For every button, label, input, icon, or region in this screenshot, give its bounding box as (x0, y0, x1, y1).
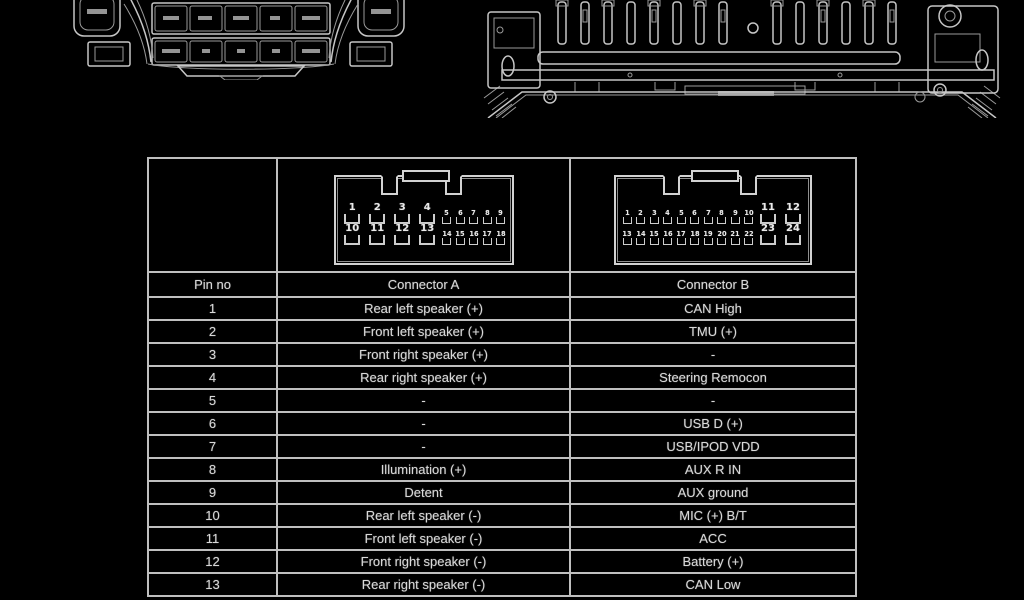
pin-3 (648, 203, 662, 224)
connector-b-cell: USB/IPOD VDD (570, 435, 856, 458)
pin-number: 20 (717, 230, 727, 238)
pin-socket (496, 238, 505, 245)
pin-14 (440, 224, 454, 245)
pinout-row-12 (148, 550, 856, 573)
pin-number: 3 (651, 209, 657, 217)
pin-socket (731, 217, 740, 224)
pin-21 (729, 224, 743, 245)
pinout-row-8 (148, 458, 856, 481)
connector-b-cell: - (570, 343, 856, 366)
latch-tab (402, 170, 450, 182)
pin-number: 2 (638, 209, 644, 217)
pin-number-cell: 6 (148, 412, 277, 435)
pin-number: 21 (730, 230, 740, 238)
pin-14 (634, 224, 648, 245)
pin-20 (715, 224, 729, 245)
pin-number-cell: 1 (148, 297, 277, 320)
pin-number: 18 (690, 230, 700, 238)
pin-socket (663, 238, 672, 245)
pin-18 (688, 224, 702, 245)
pinout-table (147, 157, 857, 597)
pin-number: 1 (348, 202, 356, 213)
pin-number: 11 (370, 223, 385, 234)
front-row1-buttons (155, 6, 327, 31)
pin-number: 5 (444, 209, 449, 217)
pin-10 (742, 203, 756, 224)
connector-a-cell: Rear left speaker (+) (277, 297, 570, 320)
connector-b-diagram (614, 175, 812, 265)
connector-a-cell: Rear right speaker (+) (277, 366, 570, 389)
pinout-row-13 (148, 573, 856, 596)
connector-b-cell: Battery (+) (570, 550, 856, 573)
pin-number: 1 (624, 209, 630, 217)
pin-16 (467, 224, 481, 245)
connector-b-cell: USB D (+) (570, 412, 856, 435)
pin-socket (731, 238, 740, 245)
connector-a-cell: Front left speaker (+) (277, 320, 570, 343)
pin-9 (494, 203, 508, 224)
pin-10 (340, 224, 365, 245)
connector-b-cell: CAN High (570, 297, 856, 320)
connector-a-pins (340, 203, 508, 245)
connector-b-cell: AUX R IN (570, 458, 856, 481)
pin-number: 16 (468, 230, 479, 238)
pin-1 (340, 203, 365, 224)
pin-number: 19 (703, 230, 713, 238)
pin-11 (756, 203, 781, 224)
connector-b-diagram-cell (570, 158, 856, 272)
pin-number: 15 (455, 230, 465, 238)
pin-number: 17 (676, 230, 686, 238)
pin-18 (494, 224, 508, 245)
rear-center-hole (748, 23, 758, 33)
pin-number: 13 (420, 223, 435, 234)
connector-b-cell: - (570, 389, 856, 412)
pin-socket (469, 217, 478, 224)
front-left-small-button (88, 42, 130, 66)
pin-number: 6 (457, 209, 463, 217)
pin-number: 17 (482, 230, 492, 238)
connector-a-cell: - (277, 435, 570, 458)
pin-number: 8 (484, 209, 490, 217)
pinout-row-7 (148, 435, 856, 458)
pin-socket (744, 238, 753, 245)
pinout-row-3 (148, 343, 856, 366)
pin-number: 10 (345, 223, 360, 234)
pin-socket (704, 238, 713, 245)
connector-a-header: Connector A (277, 272, 570, 297)
pin-15 (648, 224, 662, 245)
connector-a-cell: Detent (277, 481, 570, 504)
pin-number: 2 (373, 202, 381, 213)
pin-17 (675, 224, 689, 245)
pin-socket (636, 238, 645, 245)
pin-6 (688, 203, 702, 224)
vent-slots (556, 0, 896, 44)
pin-number: 10 (744, 209, 754, 217)
pin-socket (636, 217, 645, 224)
pin-8 (480, 203, 494, 224)
pin-12 (781, 203, 806, 224)
pin-5 (440, 203, 454, 224)
pin-number: 22 (744, 230, 754, 238)
pin-socket (717, 238, 726, 245)
pin-number: 8 (719, 209, 725, 217)
latch-tab (691, 170, 739, 182)
pin-socket (456, 217, 465, 224)
pin-socket (690, 238, 699, 245)
pin-number: 24 (786, 223, 800, 234)
pin-number-cell: 8 (148, 458, 277, 481)
pinout-row-11 (148, 527, 856, 550)
pin-13 (415, 224, 440, 245)
pin-7 (467, 203, 481, 224)
pin-23 (756, 224, 781, 245)
pin-socket (442, 217, 451, 224)
keyway-notch (663, 175, 680, 195)
pin-socket (760, 235, 776, 245)
pin-number-cell: 2 (148, 320, 277, 343)
connector-b-cell: AUX ground (570, 481, 856, 504)
keyway-notch (381, 175, 398, 195)
pinout-row-6 (148, 412, 856, 435)
pin-17 (480, 224, 494, 245)
pin-socket (623, 217, 632, 224)
front-right-knob (358, 0, 404, 36)
connector-a-cell: - (277, 389, 570, 412)
pin-7 (702, 203, 716, 224)
pin-number: 14 (636, 230, 646, 238)
pin-socket (623, 238, 632, 245)
pin-socket (456, 238, 465, 245)
pin-number: 4 (665, 209, 671, 217)
connector-a-cell: Rear right speaker (-) (277, 573, 570, 596)
pin-socket (704, 217, 713, 224)
connector-a-cell: Front right speaker (+) (277, 343, 570, 366)
connector-b-header: Connector B (570, 272, 856, 297)
pin-number: 7 (471, 209, 476, 217)
pinout-row-2 (148, 320, 856, 343)
front-bottom-lip (178, 66, 304, 76)
pin-number-cell: 7 (148, 435, 277, 458)
pin-socket (394, 235, 410, 245)
pinout-body (148, 297, 856, 596)
radio-rear-view-drawing (480, 0, 1005, 118)
connector-b-cell: TMU (+) (570, 320, 856, 343)
pin-number: 14 (441, 230, 452, 238)
pin-socket (663, 217, 672, 224)
pin-socket (744, 217, 753, 224)
connector-b-cell: MIC (+) B/T (570, 504, 856, 527)
keyway-notch (740, 175, 757, 195)
pin-15 (453, 224, 467, 245)
pin-number: 13 (622, 230, 632, 238)
pin-number: 12 (395, 223, 410, 234)
connector-diagram-row (148, 158, 856, 272)
header-row (148, 272, 856, 297)
pin-number-cell: 13 (148, 573, 277, 596)
pin-socket (677, 217, 686, 224)
pinout-row-5 (148, 389, 856, 412)
pinout-row-1 (148, 297, 856, 320)
pin-number-cell: 12 (148, 550, 277, 573)
pinout-row-9 (148, 481, 856, 504)
pin-number-cell: 5 (148, 389, 277, 412)
connector-a-diagram (334, 175, 514, 265)
pinout-row-10 (148, 504, 856, 527)
pin-number: 11 (761, 202, 775, 213)
pin-9 (729, 203, 743, 224)
pin-number-cell: 11 (148, 527, 277, 550)
pin-socket (369, 235, 385, 245)
pin-number-cell: 10 (148, 504, 277, 527)
front-row2-buttons (155, 41, 327, 62)
connector-b-cell: ACC (570, 527, 856, 550)
pin-socket (419, 235, 435, 245)
connector-a-cell: Illumination (+) (277, 458, 570, 481)
pin-socket (344, 235, 360, 245)
radio-front-panel-drawing (60, 0, 420, 80)
pin-number: 16 (663, 230, 673, 238)
pin-socket (650, 238, 659, 245)
connector-a-diagram-cell (277, 158, 570, 272)
pin-socket (442, 238, 451, 245)
connector-a-cell: Front right speaker (-) (277, 550, 570, 573)
pin-number: 12 (786, 202, 800, 213)
pin-24 (781, 224, 806, 245)
pin-number: 15 (649, 230, 659, 238)
pinout-row-4 (148, 366, 856, 389)
corner-hatching (484, 86, 1000, 118)
front-left-knob (74, 0, 120, 36)
pin-number: 23 (761, 223, 775, 234)
rear-lower-rail (502, 70, 994, 80)
pin-socket (496, 217, 505, 224)
pin-13 (621, 224, 635, 245)
connector-b-cell: CAN Low (570, 573, 856, 596)
rear-connector-frame (538, 52, 900, 64)
pin-11 (365, 224, 390, 245)
pin-socket (717, 217, 726, 224)
pin-1 (621, 203, 635, 224)
pin-19 (702, 224, 716, 245)
pin-2 (634, 203, 648, 224)
pin-3 (390, 203, 415, 224)
pin-16 (661, 224, 675, 245)
pin-number: 7 (705, 209, 711, 217)
pin-socket (483, 217, 492, 224)
connector-b-pins (620, 203, 806, 245)
pin-number-cell: 3 (148, 343, 277, 366)
pin-number-cell: 9 (148, 481, 277, 504)
pin-4 (661, 203, 675, 224)
pin-socket (690, 217, 699, 224)
connector-a-cell: Front left speaker (-) (277, 527, 570, 550)
pin-2 (365, 203, 390, 224)
pin-socket (469, 238, 478, 245)
pin-number: 4 (423, 202, 431, 213)
pin-number: 5 (678, 209, 684, 217)
connector-a-cell: - (277, 412, 570, 435)
pin-number: 6 (692, 209, 698, 217)
pin-number: 18 (495, 230, 506, 238)
front-right-small-button (350, 42, 392, 66)
pin-8 (715, 203, 729, 224)
pin-6 (453, 203, 467, 224)
left-bracket (488, 12, 556, 103)
pin-socket (650, 217, 659, 224)
pin-22 (742, 224, 756, 245)
pin-socket (785, 235, 801, 245)
pin-socket (677, 238, 686, 245)
pin-no-header: Pin no (148, 272, 277, 297)
pin-12 (390, 224, 415, 245)
pin-5 (675, 203, 689, 224)
pin-number-cell: 4 (148, 366, 277, 389)
pin-number: 3 (398, 202, 406, 213)
pin-socket (483, 238, 492, 245)
connector-b-cell: Steering Remocon (570, 366, 856, 389)
connector-a-cell: Rear left speaker (-) (277, 504, 570, 527)
pin-number: 9 (732, 209, 738, 217)
pin-4 (415, 203, 440, 224)
empty-cell (148, 158, 277, 272)
pin-number: 9 (498, 209, 503, 217)
